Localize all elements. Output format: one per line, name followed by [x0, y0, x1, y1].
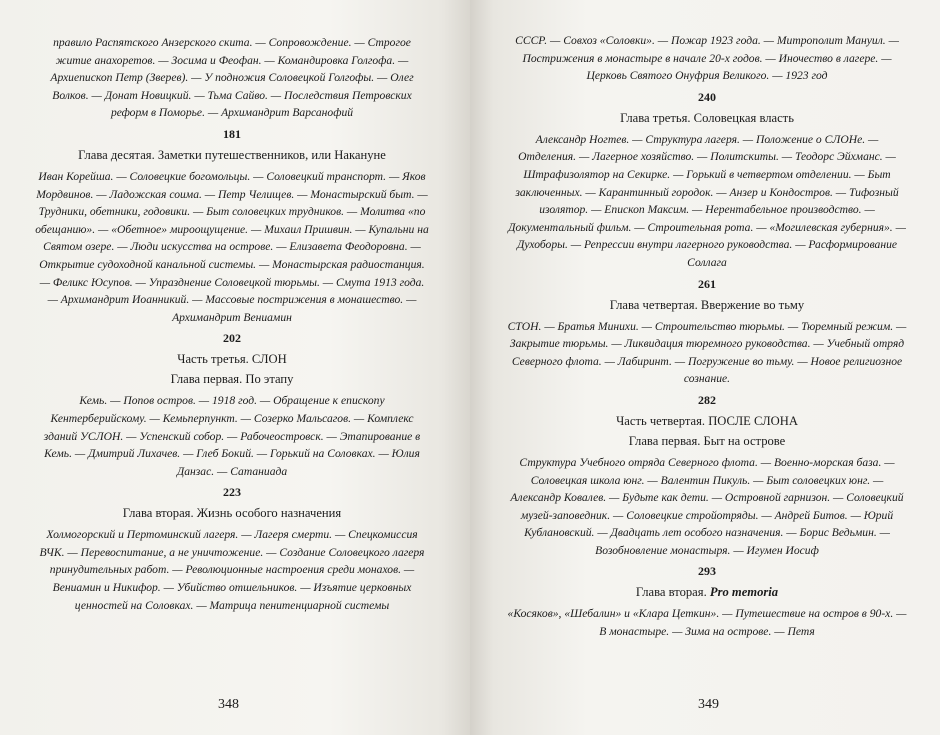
page-number-ref: 181	[223, 126, 241, 141]
page-number-ref: 202	[223, 331, 241, 346]
page-number-ref: 261	[698, 276, 716, 291]
page-number-ref: 293	[698, 564, 716, 579]
toc-entry-text: Иван Корейша. — Соловецкие богомольцы. — Соловецкий транспорт. — Яков Мордвинов. — Ладожская соима. — Петр Челищев. — Монастырский быт. — Трудники, обетники, годовики. — Быт соловецких трудников. — Молитва «по обещанию». — «Обетное» мироощущение. — Михаил Пришвин. — Купальни на Святом озере. — Люди искусства на острове. — Елизавета Феодоровна. — Открытие судоходной канальной системы. — Монастырская радиостанция. — Феликс Юсупов. — Упразднение Соловецкой тюрьмы. — Смута 1913 года. — Архимандрит Иоанникий. — Массовые пострижения в монашество. — Архимандрит Вениамин	[35, 169, 429, 324]
page-number-ref: 282	[698, 392, 716, 407]
chapter-heading: Глава первая. По этапу	[170, 372, 294, 387]
toc-entry-text: Холмогорский и Пертоминский лагеря. — Лагеря смерти. — Спецкомиссия ВЧК. — Перевоспитание, а не уничтожение. — Создание Соловецкого лагеря принудительных работ. — Революционные настроения среди монахов. — Вениамин и Никифор. — Убийство отшельников. — Изъятие церковных ценностей на Соловках. — Матрица пенитенциарной системы	[39, 528, 425, 612]
chapter-heading: Глава первая. Быт на острове	[628, 433, 786, 448]
toc-entry-text: «Косяков», «Шебалин» и «Клара Цеткин». — Путешествие на остров в 90-х. — В монастыре. — Зима на острове. — Петя	[507, 607, 907, 639]
chapter-heading: Глава третья. Соловецкая власть	[620, 110, 794, 125]
toc-entry-text: СССР. — Совхоз «Соловки». — Пожар 1923 года. — Митрополит Мануил. — Пострижения в монастыре в начале 20-х годов. — Иночество в лагере. — Церковь Святого Онуфрия Великого. — 1923 год	[515, 34, 899, 83]
part-heading: Часть четвертая. ПОСЛЕ СЛОНА	[616, 413, 798, 428]
chapter-heading-title: Pro memoria	[709, 585, 779, 600]
page-number-ref: 240	[698, 89, 716, 104]
chapter-heading-prefix: Глава вторая.	[635, 585, 710, 600]
toc-entry-text: Кемь. — Попов остров. — 1918 год. — Обращение к епископу Кентерберийскому. — Кемьперпункт. — Созерко Мальсагов. — Комплекс зданий УСЛОН. — Успенский собор. — Рабочеостровск. — Этапирование в Кемь. — Дмитрий Лихачев. — Глеб Бокий. — Горький на Соловках. — Юлия Данзас. — Сатаниада	[43, 394, 421, 478]
toc-entry-text: Структура Учебного отряда Северного флота. — Военно-морская база. — Соловецкая школа юнг. — Валентин Пикуль. — Быт соловецких юнг. — Александр Ковалев. — Будьте как дети. — Островной гарнизон. — Соловецкий музей-заповедник. — Соловецкие стройотряды. — Андрей Битов. — Юрий Кублановский. — Двадцать лет особого назначения. — Борис Ведьмин. — Возобновление монастыря. — Игумен Иосиф	[510, 455, 904, 557]
chapter-heading: Глава вторая. Жизнь особого назначения	[122, 506, 342, 521]
chapter-heading: Глава четвертая. Ввержение во тьму	[609, 297, 805, 312]
right-page	[470, 0, 940, 735]
toc-entry-text: правило Распятского Анзерского скита. — Сопровождение. — Строгое житие анахоретов. — Зосима и Феофан. — Командировка Голгофа. — Архиепископ Петр (Зверев). — У подножия Соловецкой Голгофы. — Олег Волков. — Донат Новицкий. — Тьма Сайво. — Последствия Петровских реформ в Поморье. — Архимандрит Варсанофий	[50, 36, 414, 120]
page-number-ref: 223	[223, 485, 241, 500]
chapter-heading	[506, 583, 908, 601]
part-heading: Часть третья. СЛОН	[177, 352, 287, 367]
toc-entry-text: СТОН. — Братья Минихи. — Строительство тюрьмы. — Тюремный режим. — Закрытие тюрьмы. — Ликвидация тюремного руководства. — Учебный отряд Северного флота. — Лабиринт. — Погружение во тьму. — Новое религиозное сознание.	[507, 319, 907, 386]
toc-entry-text: Александр Ногтев. — Структура лагеря. — Положение о СЛОНе. — Отделения. — Лагерное хозяйство. — Политскиты. — Теодорс Эйхманс. — Штрафизолятор на Секирке. — Горький в четвертом отделении. — Быт заключенных. — Карантинный городок. — Анзер и Кондостров. — Тифозный изолятор. — Епископ Максим. — Нерентабельное производство. — Документальный фильм. — Строительная рота. — «Могилевская губерния». — Духоборы. — Репрессии внутри лагерного руководства. — Расформирование Соллага	[508, 132, 906, 269]
chapter-heading: Глава десятая. Заметки путешественников, или Накануне	[78, 147, 386, 162]
page-folio: 348	[218, 697, 239, 712]
page-folio: 349	[698, 697, 719, 712]
